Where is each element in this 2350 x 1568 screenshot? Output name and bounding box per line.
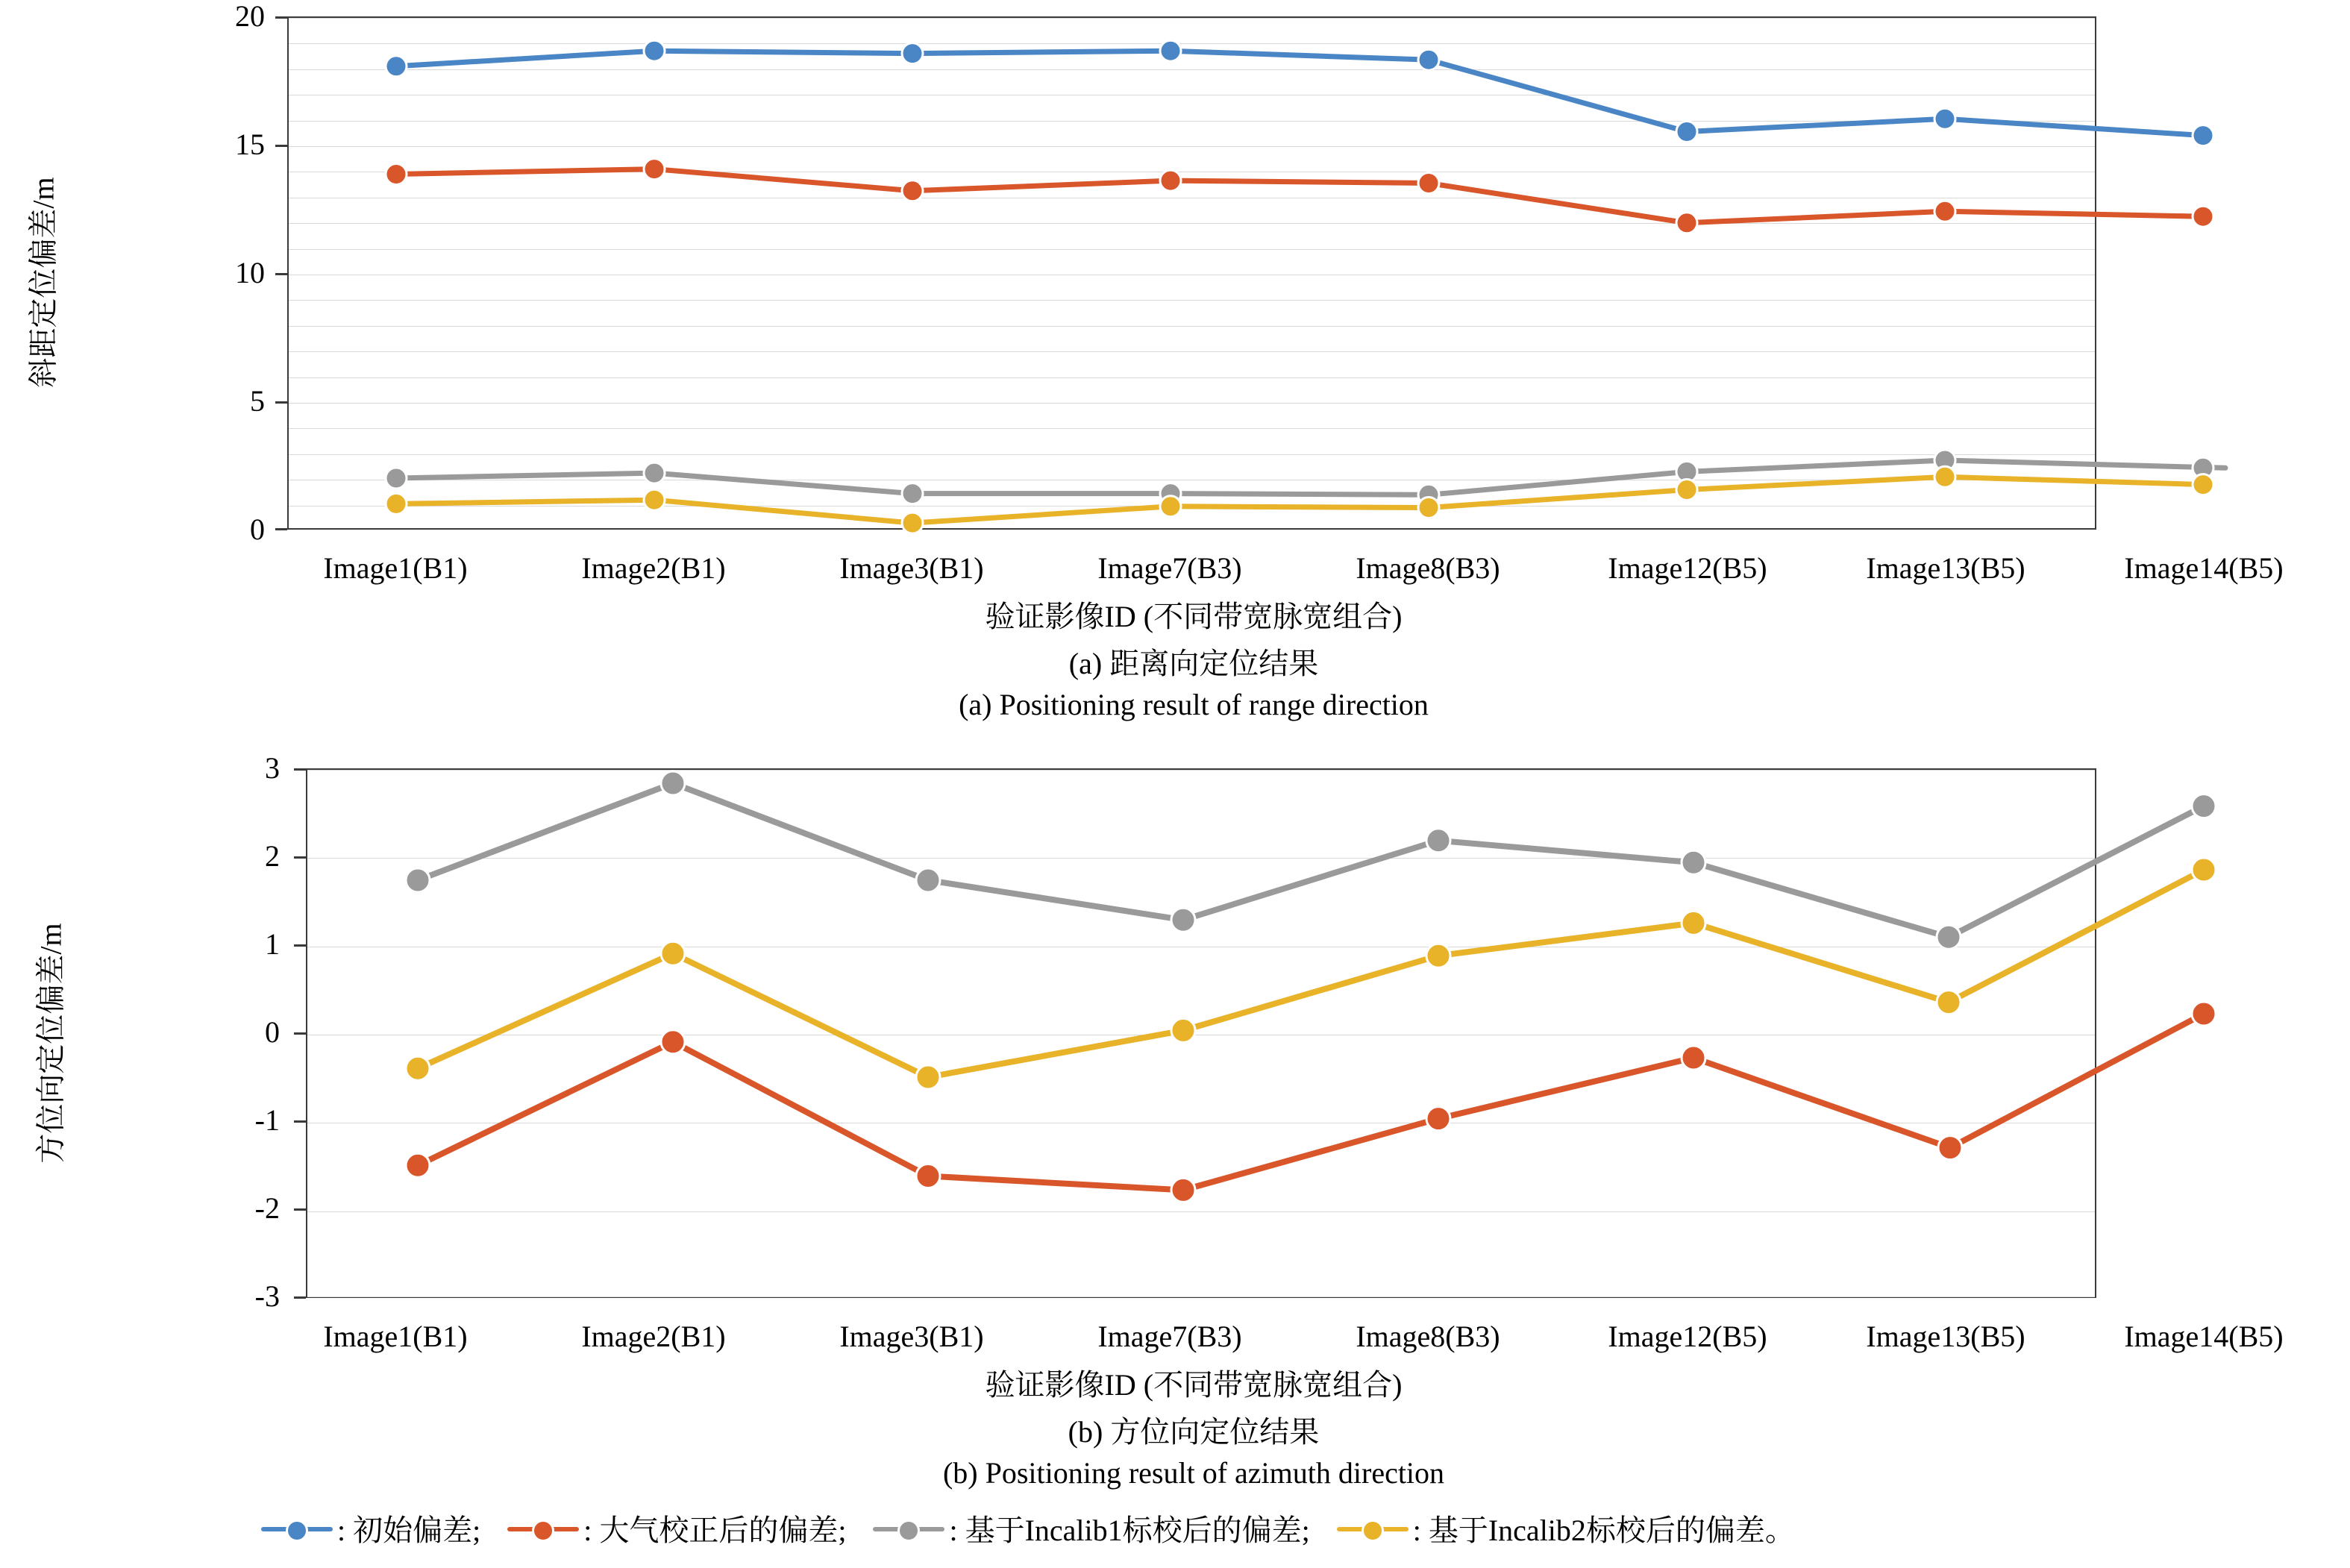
- x-tick-label: Image7(B3): [1097, 551, 1242, 585]
- y-tick-label: -2: [254, 1191, 280, 1225]
- x-tick-label: Image1(B1): [323, 551, 468, 585]
- legend-label: : 基于Incalib1标校后的偏差;: [949, 1514, 1310, 1547]
- y-tickmark: [294, 1296, 306, 1299]
- y-tick-label: 3: [265, 751, 280, 785]
- chart-range-direction: [0, 0, 2350, 746]
- series-line-0: [418, 783, 2204, 937]
- y-tickmark: [275, 528, 287, 530]
- y-tickmark: [275, 16, 287, 19]
- y-tick-label: 15: [235, 128, 265, 161]
- caption-en-a: (a) Positioning result of range direction: [959, 688, 1429, 721]
- plot-area-a: [287, 16, 2096, 530]
- legend-label: : 基于Incalib2标校后的偏差。: [1412, 1514, 1795, 1547]
- y-tickmark: [294, 856, 306, 859]
- chart-azimuth-direction: [0, 751, 2350, 1490]
- legend-item-1: [507, 1507, 846, 1549]
- series-points-2: [406, 1002, 2216, 1202]
- series-canvas-b: [307, 770, 2095, 1296]
- y-tickmark: [294, 1208, 306, 1211]
- x-tick-label: Image2(B1): [581, 1320, 726, 1353]
- x-axis-title-b: 验证影像ID (不同带宽脉宽组合): [985, 1368, 1403, 1402]
- x-tick-label: Image14(B5): [2124, 1320, 2284, 1353]
- x-tick-label: Image13(B5): [1866, 551, 2025, 585]
- caption-en-b: (b) Positioning result of azimuth direction: [942, 1456, 1445, 1490]
- x-tick-label: Image14(B5): [2124, 551, 2284, 585]
- legend-marker-icon: [507, 1519, 579, 1538]
- y-tick-label: 20: [235, 0, 265, 33]
- x-tick-label: Image1(B1): [323, 1320, 468, 1353]
- series-points-1: [386, 159, 2213, 233]
- y-tick-label: 2: [265, 839, 280, 873]
- x-axis-title-a: 验证影像ID (不同带宽脉宽组合): [985, 600, 1403, 633]
- y-tickmark: [294, 1120, 306, 1123]
- series-points-1: [406, 858, 2216, 1089]
- y-tickmark: [275, 273, 287, 275]
- series-line-1: [396, 169, 2203, 223]
- y-axis-title-b: 方位向定位偏差/m: [34, 923, 68, 1164]
- x-tick-label: Image13(B5): [1866, 1320, 2025, 1353]
- series-canvas-a: [289, 18, 2095, 528]
- y-tickmark: [294, 768, 306, 771]
- series-points-0: [406, 771, 2216, 949]
- x-tick-label: Image8(B3): [1356, 551, 1500, 585]
- x-tick-label: Image12(B5): [1608, 1320, 1767, 1353]
- y-tick-label: 10: [235, 256, 265, 289]
- legend-marker-icon: [1337, 1519, 1409, 1538]
- y-tickmark: [275, 401, 287, 404]
- plot-area-b: [306, 768, 2096, 1298]
- x-tick-label: Image12(B5): [1608, 551, 1767, 585]
- legend-marker-icon: [261, 1519, 333, 1538]
- y-tickmark: [275, 145, 287, 147]
- y-tickmark: [294, 1032, 306, 1035]
- x-tick-label: Image3(B1): [839, 1320, 984, 1353]
- caption-cn-b: (b) 方位向定位结果: [1068, 1415, 1320, 1449]
- x-tick-label: Image2(B1): [581, 551, 726, 585]
- legend-label: : 初始偏差;: [337, 1514, 481, 1547]
- legend-marker-icon: [873, 1519, 944, 1538]
- y-axis-title-a: 斜距定位偏差/m: [26, 177, 60, 388]
- series-line-3: [396, 477, 2203, 523]
- gridline: [307, 1296, 2095, 1297]
- x-tick-label: Image8(B3): [1356, 1320, 1500, 1353]
- y-tick-label: -3: [254, 1279, 280, 1313]
- x-tick-label: Image7(B3): [1097, 1320, 1242, 1353]
- y-tick-label: 0: [265, 1015, 280, 1049]
- y-tick-label: 5: [250, 384, 265, 418]
- x-tick-label: Image3(B1): [839, 551, 984, 585]
- y-tick-label: 1: [265, 927, 280, 961]
- y-tick-label: -1: [254, 1103, 280, 1137]
- legend-item-0: [261, 1507, 480, 1549]
- y-tickmark: [294, 944, 306, 947]
- series-line-0: [396, 51, 2203, 135]
- figure-legend: [261, 1507, 1795, 1549]
- legend-label: : 大气校正后的偏差;: [583, 1514, 847, 1547]
- legend-item-3: [1337, 1507, 1795, 1549]
- caption-cn-a: (a) 距离向定位结果: [1068, 647, 1319, 680]
- y-tick-label: 0: [250, 512, 265, 546]
- legend-item-2: [873, 1507, 1309, 1549]
